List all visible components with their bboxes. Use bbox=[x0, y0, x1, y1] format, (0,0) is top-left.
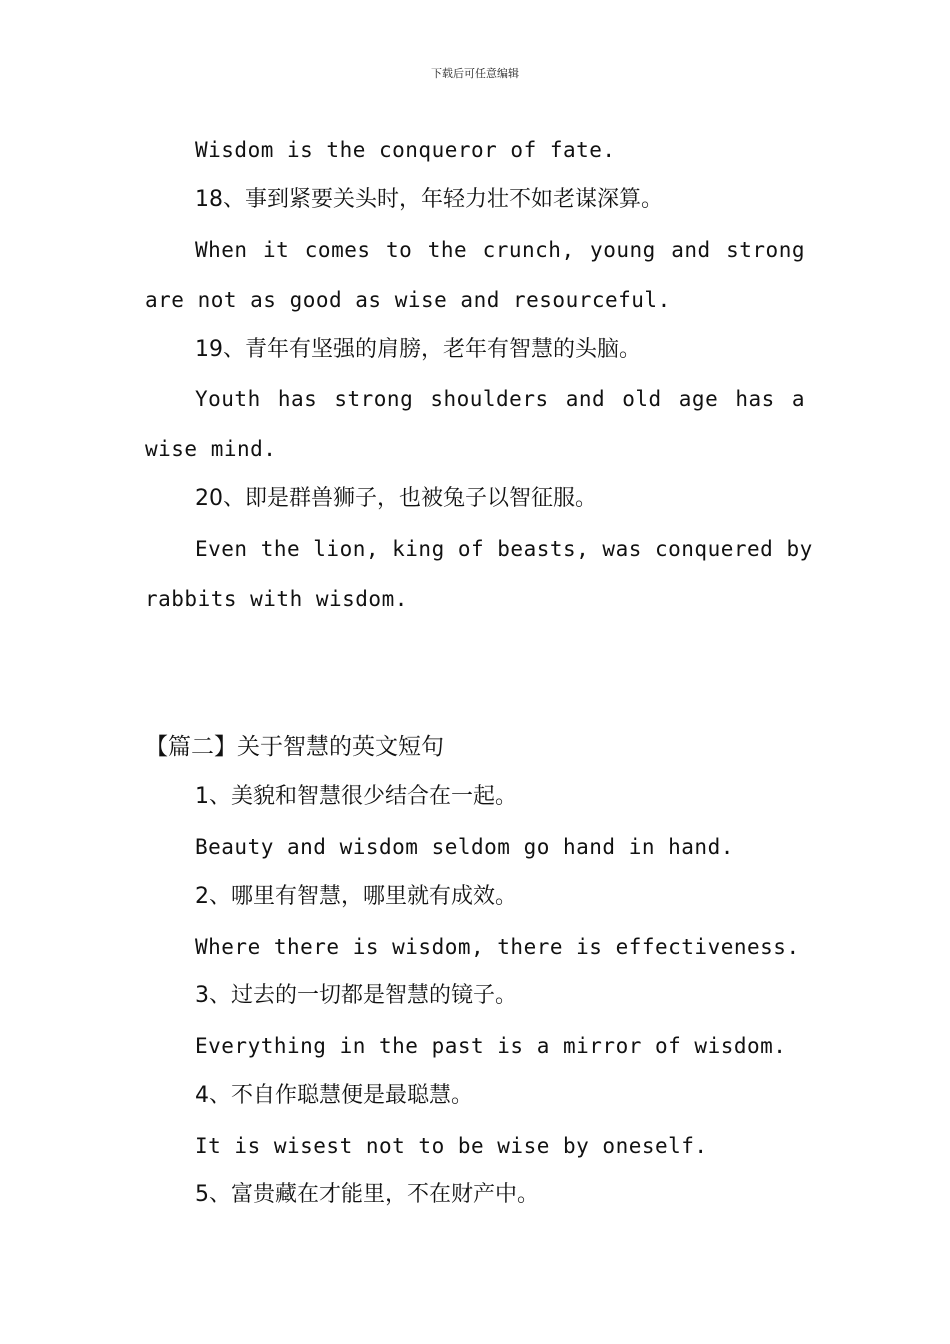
quote-18-chinese: 18、事到紧要关头时，年轻力壮不如老谋深算。 bbox=[195, 187, 663, 212]
quote-20-english-line2: rabbits with wisdom. bbox=[145, 587, 408, 611]
quote-17-english: Wisdom is the conqueror of fate. bbox=[195, 138, 616, 162]
page-header: 下载后可任意编辑 bbox=[431, 67, 519, 80]
quote-18-english-line2: are not as good as wise and resourceful. bbox=[145, 288, 671, 312]
quote-19-chinese: 19、青年有坚强的肩膀，老年有智慧的头脑。 bbox=[195, 337, 641, 362]
quote-19-english-line2: wise mind. bbox=[145, 437, 277, 461]
quote-19-english-line1: Youth has strong shoulders and old age has a bbox=[195, 387, 805, 411]
s2-quote-1-chinese: 1、美貌和智慧很少结合在一起。 bbox=[195, 784, 517, 809]
s2-quote-1-english: Beauty and wisdom seldom go hand in hand. bbox=[195, 835, 734, 859]
s2-quote-3-english: Everything in the past is a mirror of wisdom. bbox=[195, 1034, 787, 1058]
s2-quote-2-english: Where there is wisdom, there is effectiveness. bbox=[195, 935, 800, 959]
s2-quote-3-chinese: 3、过去的一切都是智慧的镜子。 bbox=[195, 983, 517, 1008]
s2-quote-5-chinese: 5、富贵藏在才能里，不在财产中。 bbox=[195, 1182, 539, 1207]
quote-20-english-line1: Even the lion, king of beasts, was conquered by bbox=[195, 537, 813, 561]
s2-quote-4-english: It is wisest not to be wise by oneself. bbox=[195, 1134, 708, 1158]
s2-quote-4-chinese: 4、不自作聪慧便是最聪慧。 bbox=[195, 1083, 473, 1108]
quote-20-chinese: 20、即是群兽狮子，也被兔子以智征服。 bbox=[195, 486, 597, 511]
s2-quote-2-chinese: 2、哪里有智慧，哪里就有成效。 bbox=[195, 884, 517, 909]
quote-18-english-line1: When it comes to the crunch, young and strong bbox=[195, 238, 805, 262]
section-heading: 【篇二】关于智慧的英文短句 bbox=[145, 734, 444, 760]
